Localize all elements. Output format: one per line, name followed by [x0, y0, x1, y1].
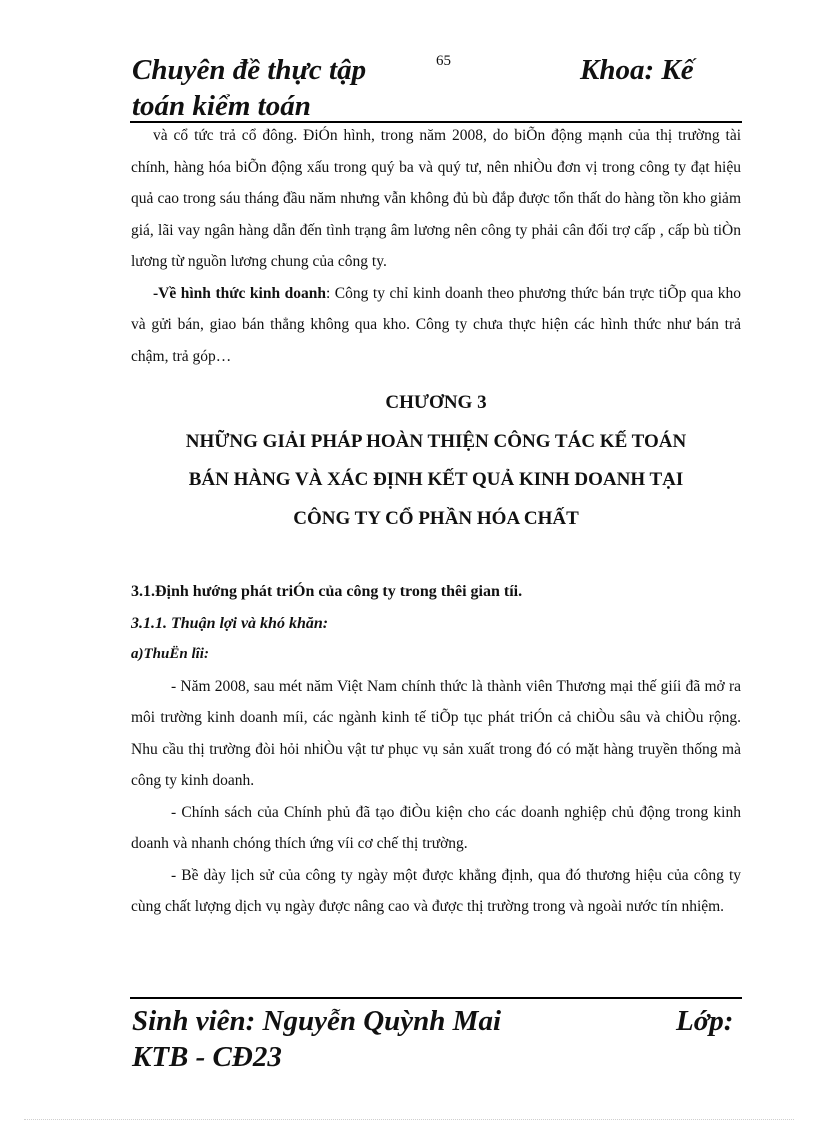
section-heading-3-1: 3.1.Định hướng phát triÓn của công ty trong thêi gian tíi. — [131, 583, 523, 600]
chapter-title-line-3: CÔNG TY CỔ PHẦN HÓA CHẤT — [293, 507, 579, 529]
footer-class-label: Lớp: — [676, 1005, 734, 1037]
footer-rule — [130, 997, 742, 999]
page-bottom-dotted-line — [24, 1119, 794, 1120]
paragraph-policy: - Chính sách của Chính phủ đã tạo điÒu kiện cho các doanh nghiệp chủ động trong kinh doanh và nhanh chóng thích ứng víi cơ chế thị trường. — [131, 803, 741, 852]
business-form-text: : Công ty chỉ kinh doanh theo phương thức bán trực tiÕp qua kho và gửi bán, giao bán thẳng không qua kho. Công ty chưa thực hiện các hình thức như bán trả chậm, trả góp… — [131, 284, 741, 365]
paragraph-business-form — [131, 278, 741, 373]
page-body — [131, 120, 741, 923]
chapter-title-line-2: BÁN HÀNG VÀ XÁC ĐỊNH KẾT QUẢ KINH DOANH TẠI — [188, 469, 684, 490]
footer-student: Sinh viên: Nguyễn Quỳnh Mai — [132, 1005, 502, 1037]
chapter-heading: CHƯƠNG 3 — [385, 392, 487, 413]
paragraph-wto: - Năm 2008, sau mét năm Việt Nam chính thức là thành viên Thương mại thế giíi đã mở ra môi trường kinh doanh míi, các ngành kinh tế tiÕp tục phát triÓn cả chiÒu sâu và chiÒu rộng. Nhu cầu thị trường đòi hỏi nhiÒu vật tư phục vụ sản xuất trong đó có mặt hàng truyền thống mà công ty kinh doanh. — [131, 677, 741, 789]
header-title: Chuyên đề thực tập toán kiểm toán — [132, 54, 367, 122]
section-heading-3-1-1: 3.1.1. Thuận lợi và khó khăn: — [131, 614, 329, 632]
footer-class: KTB - CĐ23 — [132, 1041, 282, 1073]
paragraph-history: - Bề dày lịch sử của công ty ngày một được khẳng định, qua đó thương hiệu của công ty cùng chất lượng dịch vụ ngày được nâng cao và được thị trường trong và ngoài nước tín nhiệm. — [131, 866, 741, 915]
business-form-label: -Về hình thức kinh doanh — [153, 284, 326, 302]
page-number: 65 — [436, 53, 451, 69]
chapter-title-line-1: NHỮNG GIẢI PHÁP HOÀN THIỆN CÔNG TÁC KẾ TOÁN — [185, 430, 687, 452]
header-department: Khoa: Kế — [580, 54, 694, 86]
subheading-advantages: a)ThuËn lîi: — [131, 646, 209, 662]
paragraph-dividends: và cổ tức trả cổ đông. ĐiÓn hình, trong năm 2008, do biÕn động mạnh của thị trường tài chính, hàng hóa biÕn động xấu trong quý ba và quý tư, nên nhiÒu đơn vị trong công ty đạt hiệu quả cao trong sáu tháng đầu năm nhưng vẫn không đủ bù đắp được tổn thất do hàng tồn kho giảm giá, lãi vay ngân hàng dẫn đến tình trạng âm lương nên công ty phải cân đối trợ cấp , cấp bù tiÒn lương từ nguồn lương chung của công ty. — [131, 127, 741, 270]
